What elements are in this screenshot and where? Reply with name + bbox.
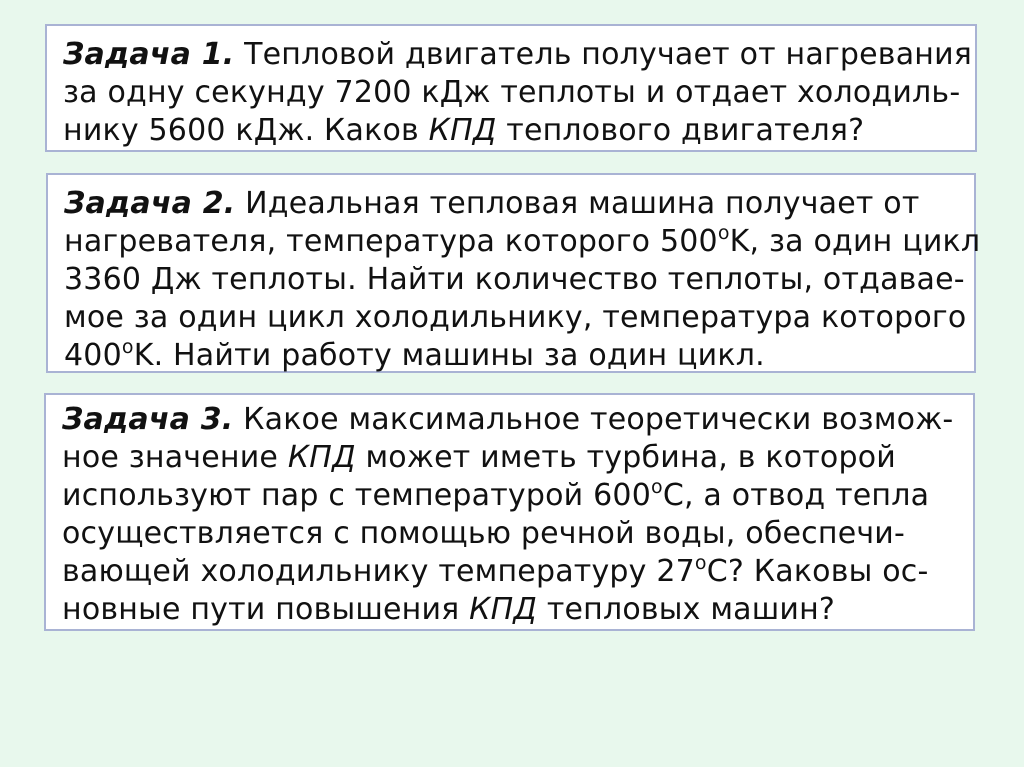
task-3-panel [44,393,975,631]
degree-mark: o [717,222,730,244]
task-2-panel [46,173,981,373]
efficiency-term: КПД [428,113,497,148]
task-2-line-3: 3360 Дж теплоты. Найти количество теплоты, отдавае- [64,262,965,297]
task-3-heading: Задача 3. [62,402,234,437]
degree-mark: o [121,336,134,358]
task-3-line-5: вающей холодильнику температуру 27$^o$C? Каковы ос- [62,552,929,589]
task-1-line-3: нику 5600 кДж. Каков КПД теплового двигателя? [63,113,865,148]
efficiency-term: КПД [469,592,538,627]
task-2-line-1: Задача 2. Идеальная тепловая машина получает от [64,186,920,221]
task-1-line-1: Задача 1. Тепловой двигатель получает от нагревания [63,37,973,72]
task-3-line-1: Задача 3. Какое максимальное теоретически возмож- [62,402,954,437]
task-2-heading: Задача 2. [64,186,236,221]
task-1-line-2: за одну секунду 7200 кДж теплоты и отдает холодиль- [63,75,961,110]
degree-mark: o [650,476,663,498]
degree-mark: o [694,552,707,574]
efficiency-term: КПД [287,440,356,475]
task-3-line-4: осуществляется с помощью речной воды, обеспечи- [62,516,905,551]
task-2-line-2: нагревателя, температура которого 500$^o$K, за один цикл [64,222,981,259]
task-2-line-5: 400$^o$K. Найти работу машины за один цикл. [64,336,765,373]
task-3-line-2: ное значение КПД может иметь турбина, в которой [62,440,896,475]
task-3-line-6: новные пути повышения КПД тепловых машин? [62,592,836,627]
task-3-line-3: используют пар с температурой 600$^o$C, а отвод тепла [62,476,930,513]
task-1-heading: Задача 1. [63,37,235,72]
task-1-panel [45,24,977,152]
task-2-line-4: мое за один цикл холодильнику, температура которого [64,300,967,335]
